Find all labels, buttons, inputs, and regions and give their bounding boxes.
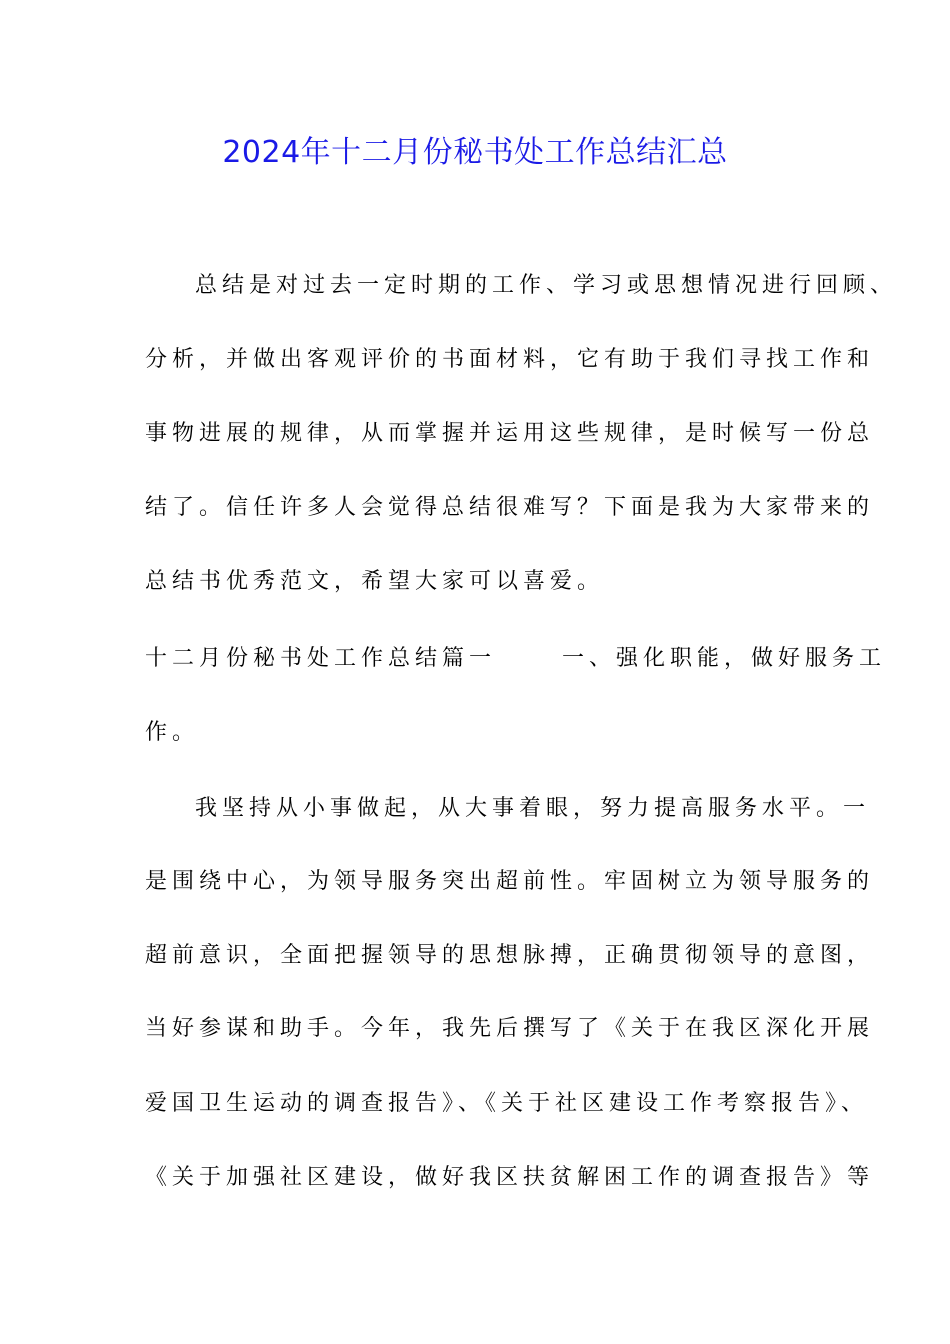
body-line-3: 超前意识，全面把握领导的思想脉搏，正确贯彻领导的意图， (145, 943, 875, 968)
body-line-6: 《关于加强社区建设，做好我区扶贫解困工作的调查报告》等 (145, 1165, 875, 1190)
intro-line-1: 总结是对过去一定时期的工作、学习或思想情况进行回顾、 (195, 273, 898, 298)
section-heading-line (145, 643, 886, 675)
section-subheading: 一、强化职能，做好服务工 (562, 646, 887, 671)
document-title: 2024年十二月份秘书处工作总结汇总 (222, 135, 728, 170)
intro-line-3: 事物进展的规律，从而掌握并运用这些规律，是时候写一份总 (145, 421, 875, 446)
section-heading: 十二月份秘书处工作总结篇一 (145, 646, 497, 671)
body-line-1: 我坚持从小事做起，从大事着眼，努力提高服务水平。一 (195, 796, 871, 821)
body-line-4: 当好参谋和助手。今年，我先后撰写了《关于在我区深化开展 (145, 1016, 875, 1041)
intro-line-4: 结了。信任许多人会觉得总结很难写？下面是我为大家带来的 (145, 495, 875, 520)
intro-line-2: 分析，并做出客观评价的书面材料，它有助于我们寻找工作和 (145, 347, 875, 372)
body-line-2: 是围绕中心，为领导服务突出超前性。牢固树立为领导服务的 (145, 869, 875, 894)
intro-line-5: 总结书优秀范文，希望大家可以喜爱。 (145, 569, 605, 594)
section-subheading-continuation: 作。 (145, 720, 200, 745)
body-line-5: 爱国卫生运动的调查报告》、《关于社区建设工作考察报告》、 (145, 1091, 869, 1116)
